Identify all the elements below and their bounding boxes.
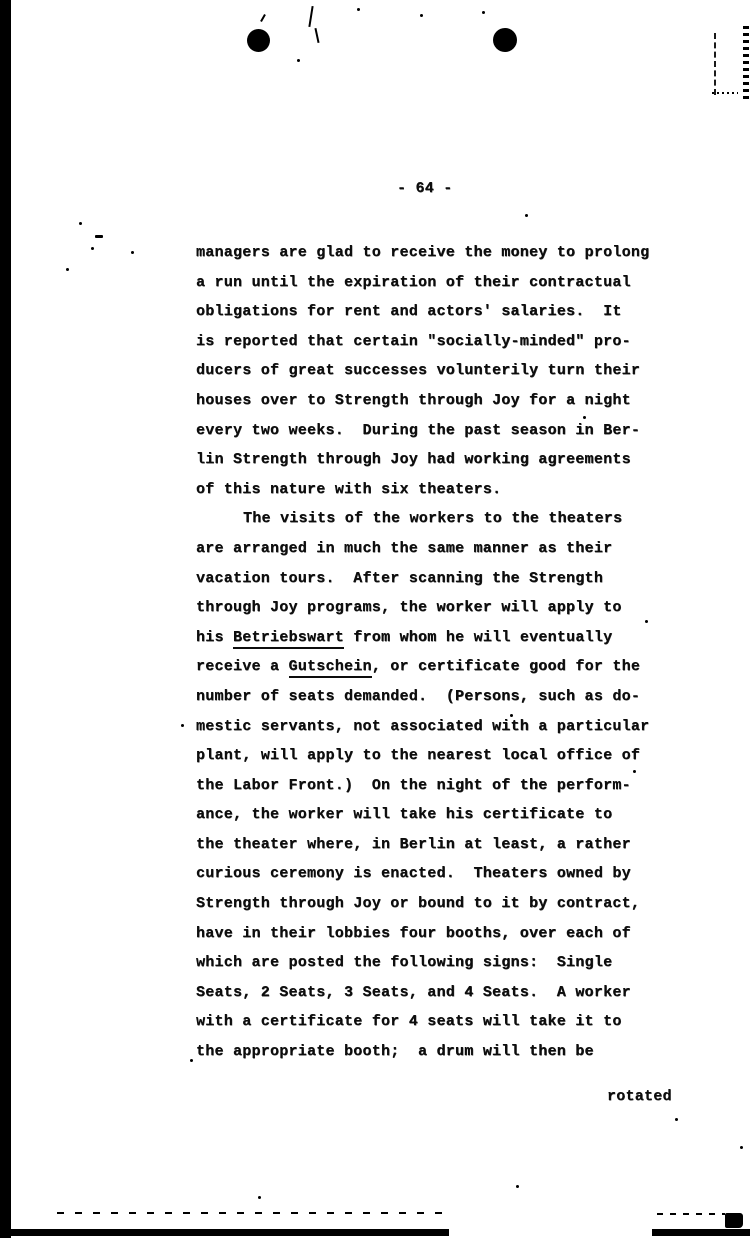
typed-body xyxy=(196,238,676,1067)
typed-line xyxy=(196,1037,676,1067)
typed-line xyxy=(196,741,676,771)
typed-line xyxy=(196,475,676,505)
typed-text: lin Strength through Joy had working agreements xyxy=(196,451,631,469)
typed-line xyxy=(196,771,676,801)
scan-edge-bar-bottom-left xyxy=(0,1229,449,1236)
typed-text: obligations for rent and actors' salaries. It xyxy=(196,303,622,321)
scan-edge-bar-bottom-right xyxy=(652,1229,750,1236)
ink-speck xyxy=(258,1196,261,1199)
typed-text: his xyxy=(196,628,234,646)
typed-text: receive a xyxy=(196,658,289,676)
typed-text: Seats, 2 Seats, 3 Seats, and 4 Seats. A worker xyxy=(196,983,631,1001)
hole-punch-dot-right xyxy=(493,28,517,52)
ink-scratch xyxy=(314,28,319,43)
typed-line xyxy=(196,859,676,889)
typed-text: of this nature with six theaters. xyxy=(196,480,502,498)
typed-line xyxy=(196,593,676,623)
typed-text: plant, will apply to the nearest local office of xyxy=(196,747,641,765)
typed-line xyxy=(196,297,676,327)
ink-speck xyxy=(66,268,69,271)
typed-line xyxy=(196,386,676,416)
typed-line xyxy=(196,948,676,978)
typed-text: through Joy programs, the worker will apply to xyxy=(196,599,622,617)
typed-line xyxy=(196,978,676,1008)
typed-text: ducers of great successes volunterily turn their xyxy=(196,362,641,380)
typed-text: is reported that certain "socially-minded" pro- xyxy=(196,332,631,350)
typed-line xyxy=(196,652,676,682)
typed-text: the appropriate booth; a drum will then be xyxy=(196,1043,594,1061)
typed-line xyxy=(196,682,676,712)
typed-text: managers are glad to receive the money to prolong xyxy=(196,244,650,261)
ink-speck xyxy=(675,1118,678,1121)
typed-text: the Labor Front.) On the night of the perform- xyxy=(196,776,631,794)
typed-text: from whom he will eventually xyxy=(344,628,613,646)
typed-line xyxy=(196,830,676,860)
typed-line xyxy=(196,504,676,534)
scan-dashed-line-vertical xyxy=(714,33,716,95)
typed-line xyxy=(196,534,676,564)
ink-speck xyxy=(297,59,300,62)
ink-speck xyxy=(95,235,103,238)
typed-text: the theater where, in Berlin at least, a rather xyxy=(196,835,631,853)
ink-speck xyxy=(482,11,485,14)
underlined-term: Gutschein xyxy=(289,658,372,678)
typed-line xyxy=(196,919,676,949)
typed-text: have in their lobbies four booths, over each of xyxy=(196,924,631,942)
typed-line xyxy=(196,564,676,594)
ink-speck xyxy=(79,222,82,225)
ink-speck xyxy=(740,1146,743,1149)
ink-speck xyxy=(181,724,184,727)
ink-speck xyxy=(190,1059,193,1062)
page-number: - 64 - xyxy=(397,180,453,197)
typed-text: number of seats demanded. (Persons, such as do- xyxy=(196,687,641,705)
typed-line xyxy=(196,445,676,475)
typed-line xyxy=(196,800,676,830)
typed-line xyxy=(196,712,676,742)
typed-text: a run until the expiration of their contractual xyxy=(196,273,631,291)
typed-line xyxy=(196,238,676,268)
hole-punch-dot-left xyxy=(247,29,270,52)
typed-line xyxy=(196,623,676,653)
typed-text: every two weeks. During the past season in Ber- xyxy=(196,421,641,439)
ink-scratch xyxy=(308,6,313,27)
underlined-term: Betriebswart xyxy=(233,629,344,649)
ink-speck xyxy=(420,14,423,17)
scan-dotted-line xyxy=(712,92,738,94)
typed-text: with a certificate for 4 seats will take it to xyxy=(196,1013,622,1031)
typed-text: curious ceremony is enacted. Theaters owned by xyxy=(196,865,631,883)
typed-text: are arranged in much the same manner as their xyxy=(196,539,613,557)
typed-text: The visits of the workers to the theaters xyxy=(243,510,623,528)
typed-text: vacation tours. After scanning the Strength xyxy=(196,569,604,587)
typed-text: houses over to Strength through Joy for a night xyxy=(196,391,631,409)
typed-text: ance, the worker will take his certificate to xyxy=(196,806,613,824)
typed-line xyxy=(196,268,676,298)
typed-text: , or certificate good for the xyxy=(371,658,641,676)
scan-dashed-line-bottom-left xyxy=(57,1212,449,1214)
typed-line xyxy=(196,356,676,386)
ink-speck xyxy=(131,251,134,254)
ink-speck xyxy=(357,8,360,11)
margin-note-rotated: rotated xyxy=(607,1088,672,1105)
typed-line xyxy=(196,1007,676,1037)
typed-line xyxy=(196,327,676,357)
ink-speck xyxy=(516,1185,519,1188)
typed-line xyxy=(196,889,676,919)
scan-dashed-line-bottom-right xyxy=(657,1213,725,1215)
ink-speck xyxy=(91,247,94,250)
scan-edge-bar-left xyxy=(0,0,11,1238)
typed-line xyxy=(196,416,676,446)
scan-edge-noise xyxy=(743,26,749,102)
typed-text: which are posted the following signs: Single xyxy=(196,954,613,972)
typed-text: mestic servants, not associated with a particular xyxy=(196,717,650,735)
ink-scratch xyxy=(260,14,266,22)
typed-text: Strength through Joy or bound to it by contract, xyxy=(196,895,641,913)
ink-speck xyxy=(525,214,528,217)
ink-blob xyxy=(725,1213,743,1228)
